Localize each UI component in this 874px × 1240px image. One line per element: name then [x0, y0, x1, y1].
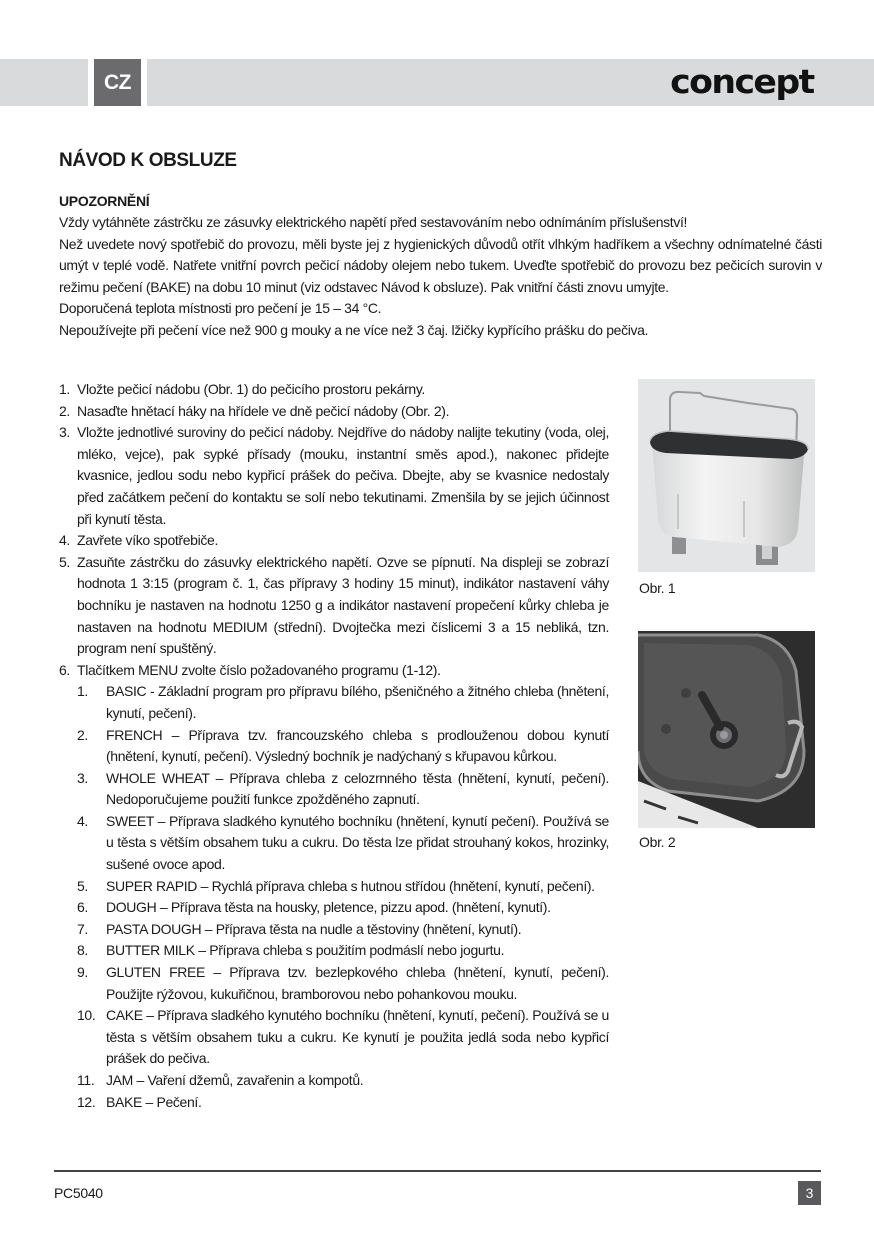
language-badge: CZ	[94, 59, 141, 106]
program-text: CAKE – Příprava sladkého kynutého bochníku (hnětení, kynutí, pečení). Používá se u těsta s větším obsahem tuku a cukru. Ke kynutí je použita jedlá soda nebo kypřicí prášek do pečiva.	[106, 1007, 609, 1067]
program-number: 12.	[77, 1093, 96, 1110]
step-item	[59, 379, 609, 401]
program-number: 5.	[77, 877, 88, 894]
program-list	[77, 681, 609, 1113]
step-item	[59, 422, 609, 530]
page-number: 3	[798, 1181, 821, 1205]
program-number: 6.	[77, 899, 88, 916]
program-item	[77, 940, 609, 962]
step-item	[59, 660, 609, 682]
step-number: 2.	[59, 402, 70, 419]
figure-caption: Obr. 1	[639, 580, 676, 596]
header-band-left	[0, 59, 88, 106]
program-item	[77, 1005, 609, 1070]
program-item	[77, 725, 609, 768]
step-text: Zasuňte zástrčku do zásuvky elektrického napětí. Ozve se pípnutí. Na displeji se zobrazí hodnota 1 3:15 (program č. 1, čas přípravy 3 hodiny 15 minut), indikátor nastavení váhy bochníku je nastaven na hodnotu 1250 g a indikátor nastavení propečení kůrky chleba je nastaven na hodnotu MEDIUM (střední). Dvojtečka mezi číslicemi 3 a 15 nebliká, tzn. program není spuštěný.	[77, 553, 609, 657]
program-number: 1.	[77, 683, 88, 700]
figure-baking-pan	[638, 379, 815, 572]
brand-logo: concept	[670, 62, 814, 101]
program-item	[77, 811, 609, 876]
warning-heading: UPOZORNĚNÍ	[59, 193, 150, 209]
program-number: 9.	[77, 964, 88, 981]
step-item	[59, 530, 609, 552]
figure-kneading-shaft	[638, 631, 815, 828]
program-item	[77, 681, 609, 724]
step-number: 6.	[59, 661, 70, 678]
program-item	[77, 768, 609, 811]
warning-body	[59, 212, 822, 342]
program-text: BAKE – Pečení.	[106, 1093, 202, 1110]
program-text: FRENCH – Příprava tzv. francouzského chleba s prodlouženou dobou kynutí (hnětení, kynutí, pečení). Výsledný bochník je nadýchaný s křupavou kůrkou.	[106, 726, 609, 765]
step-text: Nasaďte hnětací háky na hřídele ve dně pečicí nádoby (Obr. 2).	[77, 402, 450, 419]
step-text: Tlačítkem MENU zvolte číslo požadovaného programu (1-12).	[77, 661, 441, 678]
step-item	[59, 401, 609, 423]
program-text: DOUGH – Příprava těsta na housky, pletence, pizzu apod. (hnětení, kynutí).	[106, 899, 551, 916]
program-number: 8.	[77, 942, 88, 959]
program-text: BUTTER MILK – Příprava chleba s použitím podmáslí nebo jogurtu.	[106, 942, 505, 959]
program-text: SUPER RAPID – Rychlá příprava chleba s hutnou střídou (hnětení, kynutí, pečení).	[106, 877, 595, 894]
footer-divider	[54, 1170, 821, 1172]
step-text: Vložte jednotlivé suroviny do pečicí nádoby. Nejdříve do nádoby nalijte tekutiny (voda, olej, mléko, vejce), pak sypké přísady (mouku, instantní směs apod.), nakonec přidejte kvasnice, jedlou sodu nebo kypřicí prášek do pečiva. Dbejte, aby se kvasnice nedostaly před začátkem pečení do kontaktu se solí nebo tekutinami. Zmenšila by se jejich účinnost při kynutí těsta.	[77, 424, 609, 527]
page-title: NÁVOD K OBSLUZE	[59, 150, 237, 171]
model-number: PC5040	[54, 1185, 103, 1201]
program-number: 11.	[77, 1072, 95, 1088]
program-item	[77, 919, 609, 941]
step-text: Zavřete víko spotřebiče.	[77, 532, 218, 549]
program-text: PASTA DOUGH – Příprava těsta na nudle a těstoviny (hnětení, kynutí).	[106, 920, 522, 937]
program-number: 7.	[77, 920, 88, 937]
program-item	[77, 1070, 609, 1092]
program-number: 10.	[77, 1007, 96, 1024]
step-text: Vložte pečicí nádobu (Obr. 1) do pečicího prostoru pekárny.	[77, 381, 425, 397]
program-text: WHOLE WHEAT – Příprava chleba z celozrnného těsta (hnětení, kynutí, pečení). Nedoporučujeme použití funkce zpožděného zapnutí.	[106, 769, 609, 808]
step-number: 4.	[59, 532, 70, 549]
step-number: 1.	[59, 381, 70, 397]
warning-paragraph: Než uvedete nový spotřebič do provozu, měli byste jej z hygienických důvodů otřít vlhkým hadříkem a všechny odnímatelné části umýt v teplé vodě. Natřete vnitřní povrch pečicí nádoby olejem nebo tukem. Uveďte spotřebič do provozu bez pečicích surovin v režimu pečení (BAKE) na dobu 10 minut (viz odstavec Návod k obsluze). Pak vnitřní části znovu umyjte.	[59, 235, 822, 295]
baking-pan-illustration	[638, 379, 815, 572]
step-number: 5.	[59, 553, 70, 570]
program-item	[77, 897, 609, 919]
program-item	[77, 1092, 609, 1114]
program-text: SWEET – Příprava sladkého kynutého bochníku (hnětení, kynutí pečení). Používá se u těsta s větším obsahem tuku a cukru. Do těsta lze přidat strouhaný kokos, hrozinky, sušené ovoce apod.	[106, 812, 609, 873]
program-item	[77, 962, 609, 1005]
program-text: BASIC - Základní program pro přípravu bílého, pšeničného a žitného chleba (hnětení, kynutí, pečení).	[106, 683, 609, 721]
warning-paragraph: Nepoužívejte při pečení více než 900 g mouky a ne více než 3 čaj. lžičky kypřícího prášku do pečiva.	[59, 321, 649, 338]
header-band	[147, 59, 874, 106]
figure-caption: Obr. 2	[639, 834, 676, 850]
kneading-shaft-illustration	[638, 631, 815, 828]
warning-paragraph: Vždy vytáhněte zástrčku ze zásuvky elektrického napětí před sestavováním nebo odnímáním příslušenství!	[59, 214, 688, 230]
program-text: JAM – Vaření džemů, zavařenin a kompotů.	[106, 1072, 364, 1088]
instruction-steps	[59, 379, 609, 1113]
step-number: 3.	[59, 424, 70, 441]
program-number: 3.	[77, 769, 88, 786]
warning-paragraph: Doporučená teplota místnosti pro pečení je 15 – 34 °C.	[59, 300, 382, 317]
program-text: GLUTEN FREE – Příprava tzv. bezlepkového chleba (hnětení, kynutí, pečení). Použijte rýžovou, kukuřičnou, bramborovou nebo pohankovou mouku.	[106, 964, 609, 1002]
program-number: 4.	[77, 812, 88, 829]
step-item	[59, 552, 609, 660]
program-item	[77, 876, 609, 898]
program-number: 2.	[77, 726, 88, 743]
